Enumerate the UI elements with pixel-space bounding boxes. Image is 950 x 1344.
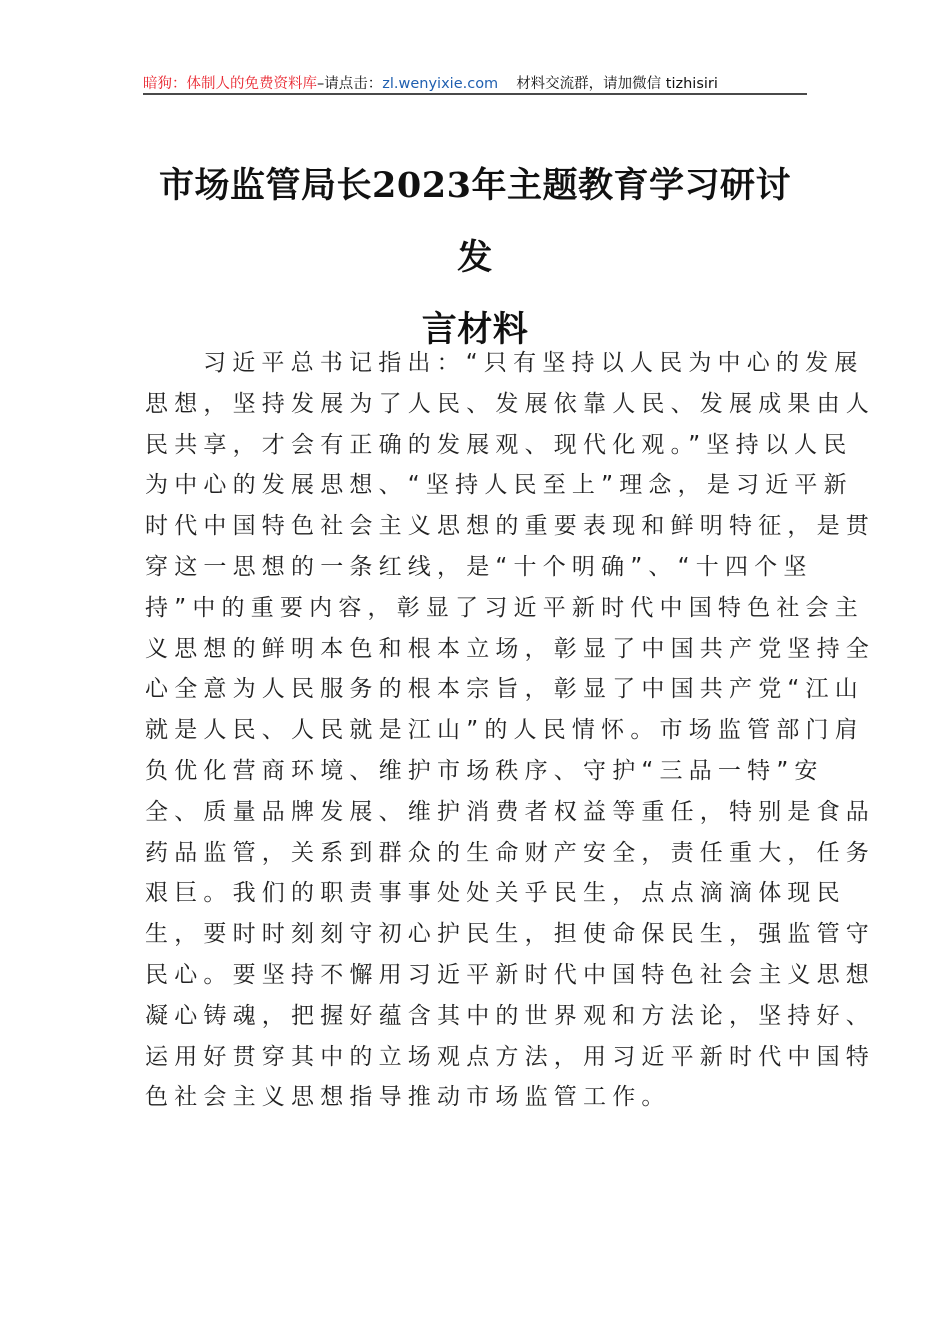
body-line: 凝心铸魂，把握好蕴含其中的世界观和方法论，坚持好、 xyxy=(145,1002,875,1029)
body-line: 义思想的鲜明本色和根本立场，彰显了中国共产党坚持全 xyxy=(145,635,875,662)
title-line-2: 言材料 xyxy=(421,309,529,350)
document-body xyxy=(145,343,875,1118)
body-line: 生，要时时刻刻守初心护民生，担使命保民生，强监管守 xyxy=(145,921,875,948)
body-line: 民共享，才会有正确的发展观、现代化观。”坚持以人民 xyxy=(145,431,853,458)
body-line: 运用好贯穿其中的立场观点方法，用习近平新时代中国特 xyxy=(145,1043,875,1070)
body-line: 穿这一思想的一条红线，是“十个明确”、“十四个坚 xyxy=(145,553,813,580)
body-line: 负优化营商环境、维护市场秩序、守护“三品一特”安 xyxy=(145,757,824,784)
body-line: 心全意为人民服务的根本宗旨，彰显了中国共产党“江山 xyxy=(145,676,864,703)
body-line: 为中心的发展思想、“坚持人民至上”理念，是习近平新 xyxy=(145,472,853,499)
title-line-1: 市场监管局长2023年主题教育学习研讨发 xyxy=(159,165,791,278)
header-divider xyxy=(143,93,807,95)
body-line: 色社会主义思想指导推动市场监管工作。 xyxy=(145,1084,671,1111)
page-header xyxy=(143,70,807,94)
body-line: 就是人民、人民就是江山”的人民情怀。市场监管部门肩 xyxy=(145,717,864,744)
document-title xyxy=(143,150,807,366)
header-website-link[interactable]: zl.wenyixie.com xyxy=(382,76,499,92)
body-line: 民心。要坚持不懈用习近平新时代中国特色社会主义思想 xyxy=(145,961,875,988)
header-click-prompt: –请点击： xyxy=(317,76,383,92)
body-line: 思想，坚持发展为了人民、发展依靠人民、发展成果由人 xyxy=(145,390,875,417)
body-line: 时代中国特色社会主义思想的重要表现和鲜明特征，是贯 xyxy=(145,513,875,540)
header-site-name: 暗狗：体制人的免费资料库 xyxy=(143,76,317,92)
header-wechat-note: 材料交流群，请加微信 tizhisiri xyxy=(516,76,718,92)
body-line: 药品监管，关系到群众的生命财产安全，责任重大，任务 xyxy=(145,839,875,866)
body-line: 全、质量品牌发展、维护消费者权益等重任，特别是食品 xyxy=(145,798,875,825)
body-line: 艰巨。我们的职责事事处处关乎民生，点点滴滴体现民 xyxy=(145,880,846,907)
body-line: 持”中的重要内容，彰显了习近平新时代中国特色社会主 xyxy=(145,594,864,621)
body-line: 习近平总书记指出：“只有坚持以人民为中心的发展 xyxy=(203,350,864,376)
